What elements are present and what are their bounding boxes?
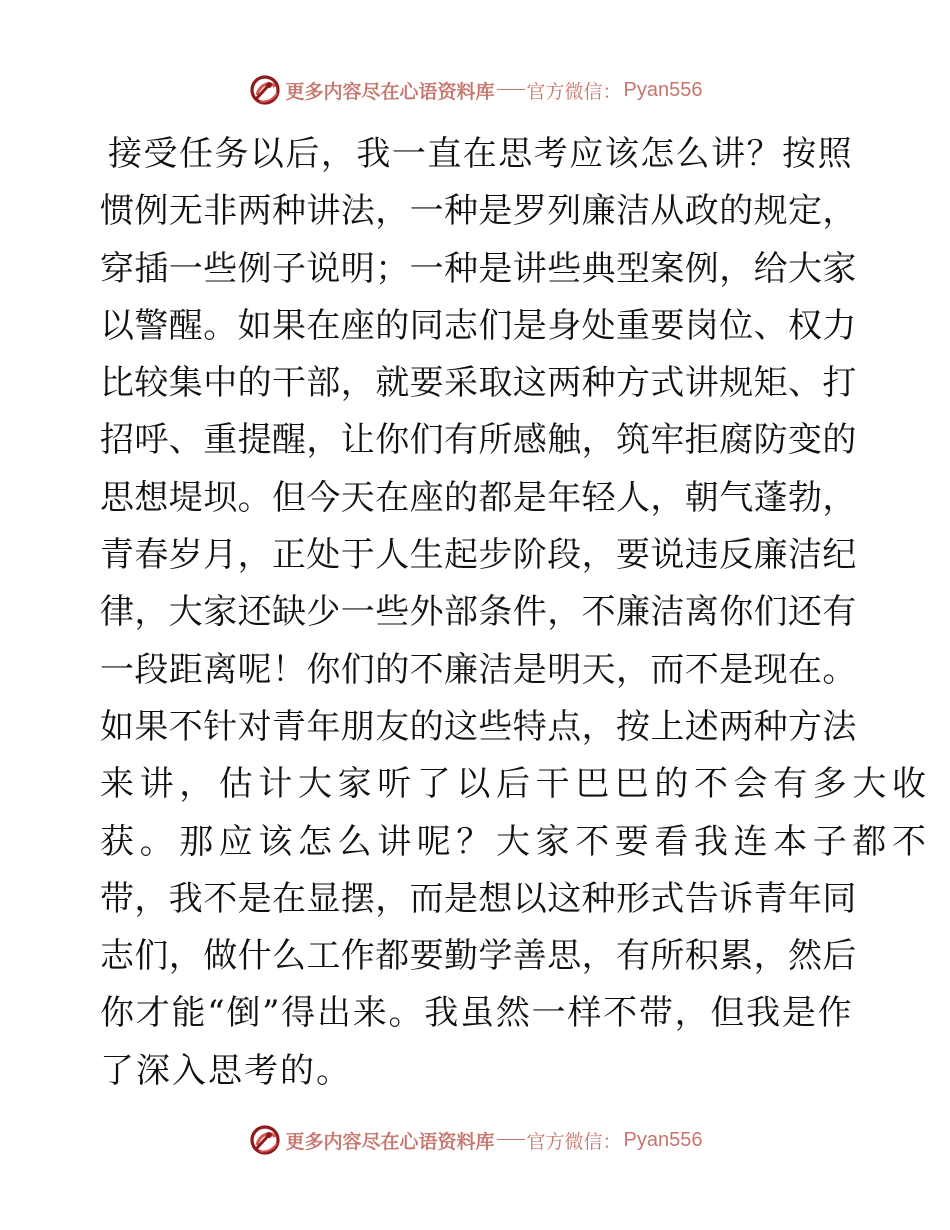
red-swirl-logo-icon <box>248 1123 282 1157</box>
body-line: 一段距离呢！你们的不廉洁是明天，而不是现在。 <box>100 649 857 690</box>
body-line: 了深入思考的。 <box>100 1050 352 1091</box>
body-line: 招呼、重提醒，让你们有所感触，筑牢拒腐防变的 <box>100 420 857 461</box>
header-banner <box>0 70 950 110</box>
header-dash-divider <box>497 89 525 90</box>
footer-promo-text: 更多内容尽在心语资料库 <box>285 1130 495 1153</box>
document-body <box>100 126 932 1100</box>
body-line: 比较集中的干部，就要采取这两种方式讲规矩、打 <box>100 363 857 404</box>
footer-wechat-id: Pyan556 <box>623 1128 703 1151</box>
footer-banner <box>0 1120 950 1160</box>
header-wechat-label: 官方微信： <box>526 80 622 103</box>
header-wechat-id: Pyan556 <box>623 78 703 101</box>
body-line: 以警醒。如果在座的同志们是身处重要岗位、权力 <box>100 305 857 346</box>
body-line: 穿插一些例子说明；一种是讲些典型案例，给大家 <box>100 248 857 289</box>
red-swirl-logo-icon <box>248 73 282 107</box>
body-line: 来讲，估计大家听了以后干巴巴的不会有多大收 <box>100 764 932 805</box>
body-line: 获。那应该怎么讲呢？大家不要看我连本子都不 <box>100 821 932 862</box>
body-line: 接受任务以后，我一直在思考应该怎么讲？按照 <box>108 134 852 174</box>
body-line: 惯例无非两种讲法，一种是罗列廉洁从政的规定， <box>100 191 857 232</box>
footer-dash-divider <box>497 1139 525 1140</box>
body-line: 志们，做什么工作都要勤学善思，有所积累，然后 <box>100 936 857 977</box>
body-line: 你才能“倒”得出来。我虽然一样不带，但我是作 <box>100 993 852 1034</box>
header-promo-text: 更多内容尽在心语资料库 <box>285 80 495 103</box>
body-line: 如果不针对青年朋友的这些特点，按上述两种方法 <box>100 706 857 747</box>
body-line: 带，我不是在显摆，而是想以这种形式告诉青年同 <box>100 878 857 919</box>
footer-wechat-label: 官方微信： <box>526 1130 622 1153</box>
body-line: 思想堤坝。但今天在座的都是年轻人，朝气蓬勃， <box>100 477 857 518</box>
body-line: 青春岁月，正处于人生起步阶段，要说违反廉洁纪 <box>100 535 857 576</box>
body-line: 律，大家还缺少一些外部条件，不廉洁离你们还有 <box>100 592 857 633</box>
